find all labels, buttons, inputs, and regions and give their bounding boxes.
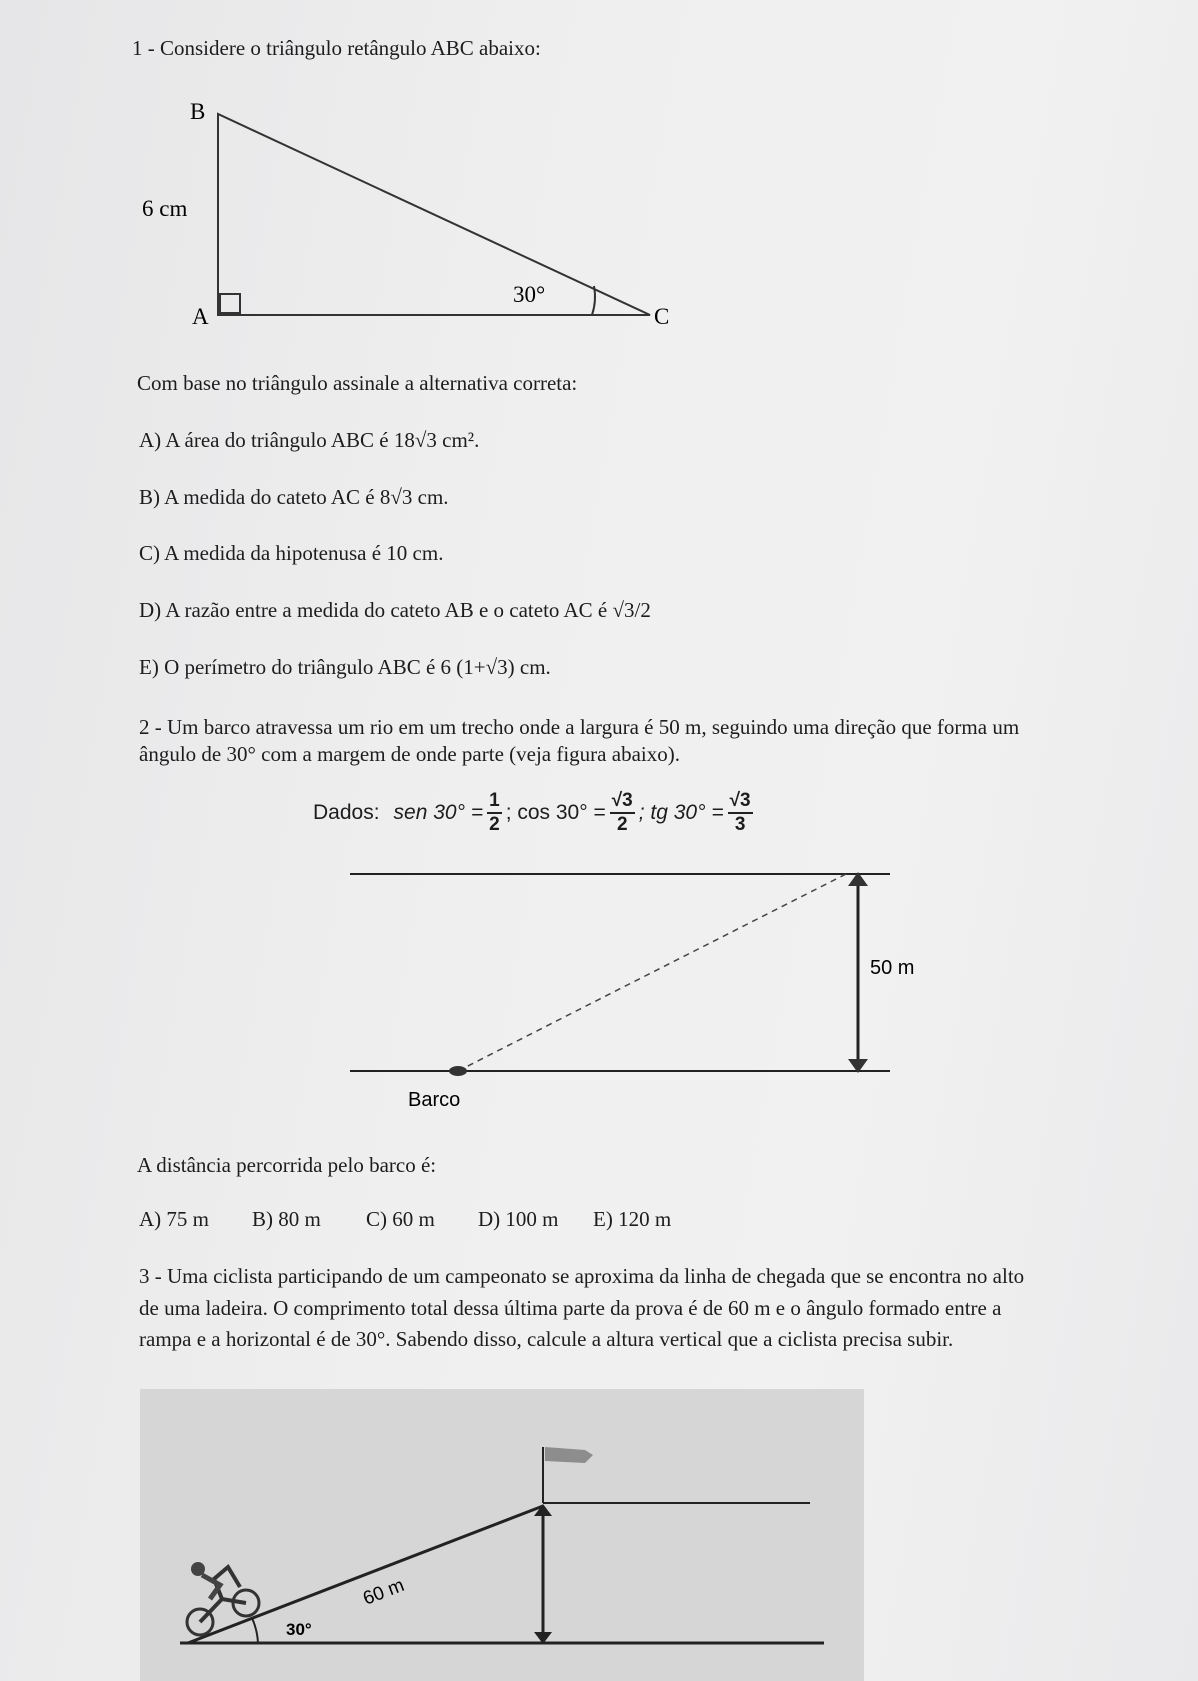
q1-prompt: Com base no triângulo assinale a alternativa correta: [137,371,578,395]
q1-triangle-figure [130,92,690,332]
frac-tg-num: √3 [728,790,753,814]
frac-cos-den: 2 [616,814,628,835]
boat-path [458,874,846,1071]
vertex-a-label: A [192,304,209,329]
q2-option-e[interactable]: E) 120 m [593,1207,672,1231]
dados-label: Dados: [313,801,380,824]
frac-cos-num: √3 [610,790,635,814]
frac-tg-den: 3 [734,814,746,835]
q2-text-line1: 2 - Um barco atravessa um rio em um trecho onde a largura é 50 m, seguindo uma direção que forma um [139,715,1020,739]
frac-tg [728,790,753,836]
q2-option-b[interactable]: B) 80 m [252,1207,321,1231]
q2-river-figure [330,860,930,1120]
q1-option-e[interactable]: E) O perímetro do triângulo ABC é 6 (1+√3) cm. [139,655,551,679]
ramp-figure-background [140,1389,864,1681]
vertex-c-label: C [654,304,670,329]
frac-sen [487,790,502,836]
frac-cos [610,790,635,836]
side-ab-label: 6 cm [142,196,188,221]
width-label: 50 m [870,957,915,979]
q2-option-a[interactable]: A) 75 m [139,1207,209,1231]
q1-title: 1 - Considere o triângulo retângulo ABC abaixo: [132,36,541,60]
q1-option-b[interactable]: B) A medida do cateto AC é 8√3 cm. [139,485,449,509]
q1-option-d[interactable]: D) A razão entre a medida do cateto AB e o cateto AC é √3/2 [139,598,651,622]
q3-text-line3: rampa e a horizontal é de 30°. Sabendo disso, calcule a altura vertical que a ciclista precisa subir. [139,1327,954,1351]
right-angle-mark [220,294,240,313]
boat-marker [449,1066,467,1076]
q2-option-d[interactable]: D) 100 m [478,1207,559,1231]
q1-option-a[interactable]: A) A área do triângulo ABC é 18√3 cm². [139,428,480,452]
boat-label: Barco [408,1089,461,1111]
dados-tg: ; tg 30° = [638,801,724,824]
angle-arc [592,286,595,315]
angle-c-label: 30° [513,282,546,307]
triangle-abc [218,114,650,315]
q3-ramp-figure [140,1389,864,1681]
frac-sen-num: 1 [487,790,502,814]
q2-text-line2: ângulo de 30° com a margem de onde parte (veja figura abaixo). [139,742,680,766]
q3-text-line1: 3 - Uma ciclista participando de um campeonato se aproxima da linha de chegada que se encontra no alto [139,1264,1025,1288]
q2-dados [313,790,757,836]
vertex-b-label: B [190,99,206,124]
q2-option-c[interactable]: C) 60 m [366,1207,435,1231]
dados-sen: sen 30° = [393,801,484,824]
frac-sen-den: 2 [489,814,500,835]
angle-label: 30° [286,1620,312,1639]
dados-cos: ; cos 30° = [505,801,606,824]
ramp-length-label: 60 m [360,1574,408,1610]
q3-text-line2: de uma ladeira. O comprimento total dessa última parte da prova é de 60 m e o ângulo formado entre a [139,1296,1002,1320]
q2-prompt: A distância percorrida pelo barco é: [137,1153,437,1177]
q1-option-c[interactable]: C) A medida da hipotenusa é 10 cm. [139,541,444,565]
